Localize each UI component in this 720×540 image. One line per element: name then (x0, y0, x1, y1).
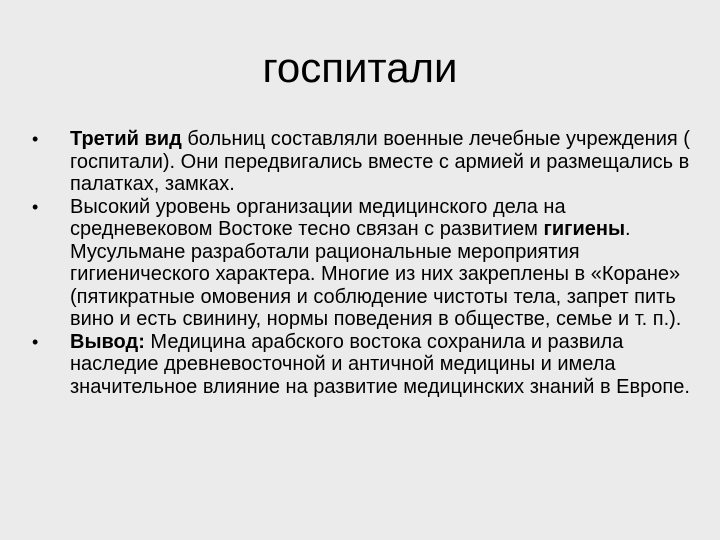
bullet-list (30, 128, 690, 398)
bullet-item-1 (30, 128, 690, 196)
bullet-1-lead: Третий вид (70, 128, 182, 150)
bullet-2-bold-term: гигиены (543, 218, 626, 240)
bullet-item-2 (30, 196, 690, 331)
bullet-icon: • (32, 196, 39, 217)
bullet-icon: • (32, 331, 39, 352)
bullet-item-3 (30, 331, 690, 399)
bullet-2-text-pre: Высокий уровень организации медицинского дела на средневековом Востоке тесно связан с развитием (70, 195, 566, 240)
bullet-1-text: больниц составляли военные лечебные учреждения ( госпитали). Они передвигались вместе с армией и размещались в палатках, замках. (70, 128, 690, 195)
bullet-3-lead: Вывод: (70, 330, 145, 353)
bullet-2-text-post: . Мусульмане разработали рациональные мероприятия гигиенического характера. Многие из них закреплены в «Коране» (пятикратные омовения и соблюдение чистоты тела, запрет пить вино и есть свинину, нормы поведения в обществе, семье и т. п.). (70, 218, 682, 330)
bullet-3-text: Медицина арабского востока сохранила и развила наследие древневосточной и античной медицины и имела значительное влияние на развитие медицинских знаний в Европе. (70, 330, 690, 398)
bullet-icon: • (32, 129, 39, 149)
slide-title: госпитали (262, 44, 458, 91)
